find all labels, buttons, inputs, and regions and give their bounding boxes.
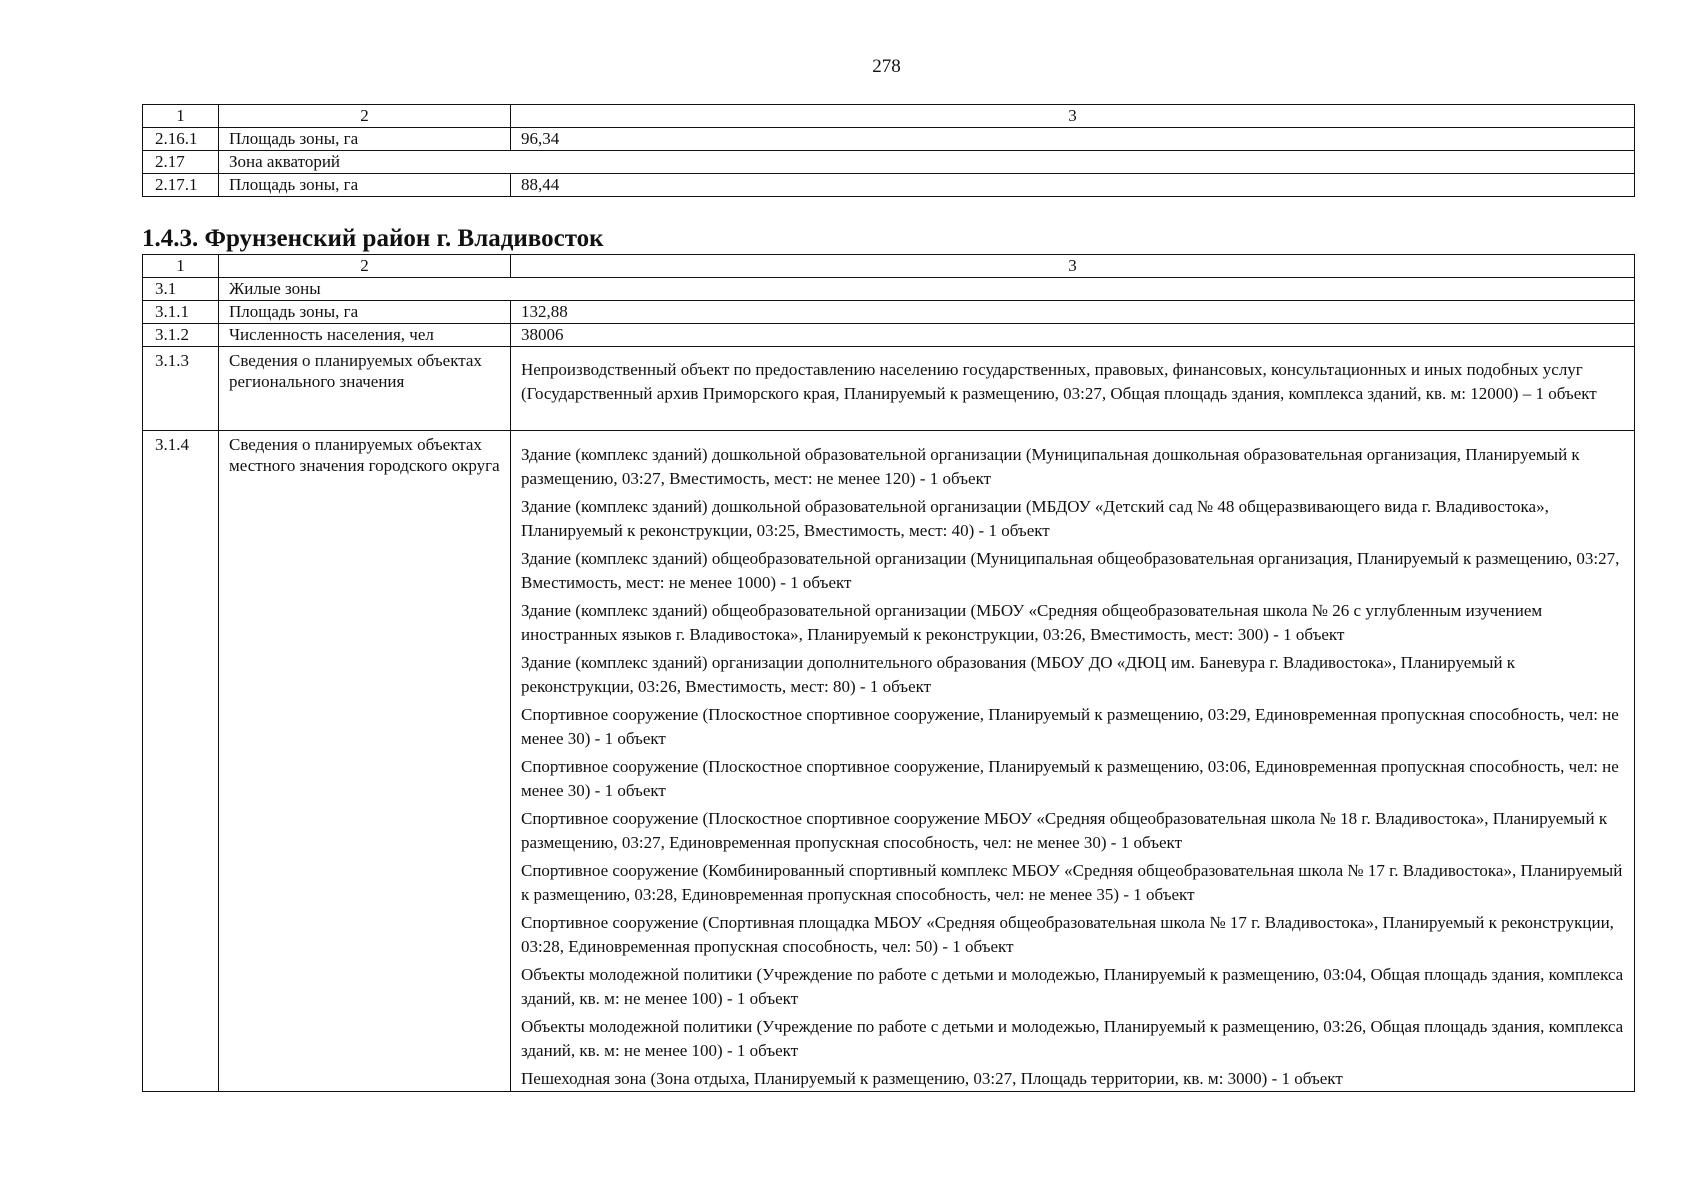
list-item: Объекты молодежной политики (Учреждение по работе с детьми и молодежью, Планируемый к размещению, 03:04, Общая площадь здания, комплекса зданий, кв. м: не менее 100) - 1 объект xyxy=(521,965,1624,1008)
table-row xyxy=(143,174,1635,197)
row-label: Сведения о планируемых объектах местного значения городского округа xyxy=(219,431,511,1092)
list-item: Здание (комплекс зданий) общеобразовательной организации (МБОУ «Средняя общеобразовательная школа № 26 с углубленным изучением иностранных языков г. Владивостока», Планируемый к реконструкции, 03:26, Вместимость, мест: 300) - 1 объект xyxy=(521,601,1543,644)
page-number: 278 xyxy=(872,56,901,77)
table-row xyxy=(143,278,1635,301)
table-header-row xyxy=(143,105,1635,128)
list-item: Объекты молодежной политики (Учреждение по работе с детьми и молодежью, Планируемый к размещению, 03:26, Общая площадь здания, комплекса зданий, кв. м: не менее 100) - 1 объект xyxy=(521,1017,1624,1060)
row-label: Сведения о планируемых объектах регионального значения xyxy=(219,347,511,431)
table-row xyxy=(143,128,1635,151)
row-number: 3.1 xyxy=(143,278,219,301)
column-number-header: 1 xyxy=(143,255,219,278)
row-number: 3.1.1 xyxy=(143,301,219,324)
row-number: 2.17.1 xyxy=(143,174,219,197)
column-number-header: 1 xyxy=(143,105,219,128)
section-title: 1.4.3. Фрунзенский район г. Владивосток xyxy=(142,225,604,252)
table-header-row xyxy=(143,255,1635,278)
table-row xyxy=(143,347,1635,431)
column-label-header: 2 xyxy=(219,105,511,128)
row-label: Зона акваторий xyxy=(219,151,1635,174)
list-item: Спортивное сооружение (Комбинированный спортивный комплекс МБОУ «Средняя общеобразовательная школа № 17 г. Владивостока», Планируемый к размещению, 03:28, Единовременная пропускная способность, чел: не менее 35) - 1 объект xyxy=(521,861,1623,904)
row-label: Площадь зоны, га xyxy=(219,128,511,151)
list-item: Пешеходная зона (Зона отдыха, Планируемый к размещению, 03:27, Площадь территории, кв. м: 3000) - 1 объект xyxy=(521,1069,1343,1088)
column-value-header: 3 xyxy=(511,255,1635,278)
local-objects-list xyxy=(511,431,1635,1092)
list-item: Здание (комплекс зданий) организации дополнительного образования (МБОУ ДО «ДЮЦ им. Баневура г. Владивостока», Планируемый к реконструкции, 03:26, Вместимость, мест: 80) - 1 объект xyxy=(521,653,1516,696)
row-number: 3.1.4 xyxy=(143,431,219,1092)
column-value-header: 3 xyxy=(511,105,1635,128)
row-label: Площадь зоны, га xyxy=(219,301,511,324)
row-label: Площадь зоны, га xyxy=(219,174,511,197)
list-item: Спортивное сооружение (Спортивная площадка МБОУ «Средняя общеобразовательная школа № 17 г. Владивостока», Планируемый к реконструкции, 03:28, Единовременная пропускная способность, чел: 50) - 1 объект xyxy=(521,913,1614,956)
row-number: 2.17 xyxy=(143,151,219,174)
table-row xyxy=(143,324,1635,347)
list-item: Спортивное сооружение (Плоскостное спортивное сооружение, Планируемый к размещению, 03:29, Единовременная пропускная способность, чел: не менее 30) - 1 объект xyxy=(521,705,1619,748)
regional-object-entry: Непроизводственный объект по предоставлению населению государственных, правовых, финансовых, консультационных и иных подобных услуг (Государственный архив Приморского края, Планируемый к размещению, 03:27, Общая площадь здания, комплекса зданий, кв. м: 12000) – 1 объект xyxy=(521,360,1597,403)
table-row xyxy=(143,301,1635,324)
column-label-header: 2 xyxy=(219,255,511,278)
row-number: 3.1.3 xyxy=(143,347,219,431)
list-item: Здание (комплекс зданий) общеобразовательной организации (Муниципальная общеобразовательная организация, Планируемый к размещению, 03:27, Вместимость, мест: не менее 1000) - 1 объект xyxy=(521,549,1620,592)
row-value: 38006 xyxy=(511,324,1635,347)
row-value xyxy=(511,347,1635,431)
row-value: 96,34 xyxy=(511,128,1635,151)
row-value: 88,44 xyxy=(511,174,1635,197)
zone-table-continued xyxy=(142,104,1635,197)
list-item: Здание (комплекс зданий) дошкольной образовательной организации (Муниципальная дошкольная образовательная организация, Планируемый к размещению, 03:27, Вместимость, мест: не менее 120) - 1 объект xyxy=(521,445,1580,488)
row-value: 132,88 xyxy=(511,301,1635,324)
list-item: Спортивное сооружение (Плоскостное спортивное сооружение МБОУ «Средняя общеобразовательная школа № 18 г. Владивостока», Планируемый к размещению, 03:27, Единовременная пропускная способность, чел: не менее 30) - 1 объект xyxy=(521,809,1608,852)
row-number: 2.16.1 xyxy=(143,128,219,151)
frunzensky-district-table xyxy=(142,254,1635,1092)
table-row xyxy=(143,431,1635,1092)
row-number: 3.1.2 xyxy=(143,324,219,347)
row-label: Жилые зоны xyxy=(219,278,1635,301)
list-item: Спортивное сооружение (Плоскостное спортивное сооружение, Планируемый к размещению, 03:06, Единовременная пропускная способность, чел: не менее 30) - 1 объект xyxy=(521,757,1619,800)
list-item: Здание (комплекс зданий) дошкольной образовательной организации (МБДОУ «Детский сад № 48 общеразвивающего вида г. Владивостока», Планируемый к реконструкции, 03:25, Вместимость, мест: 40) - 1 объект xyxy=(521,497,1549,540)
row-label: Численность населения, чел xyxy=(219,324,511,347)
table-row xyxy=(143,151,1635,174)
